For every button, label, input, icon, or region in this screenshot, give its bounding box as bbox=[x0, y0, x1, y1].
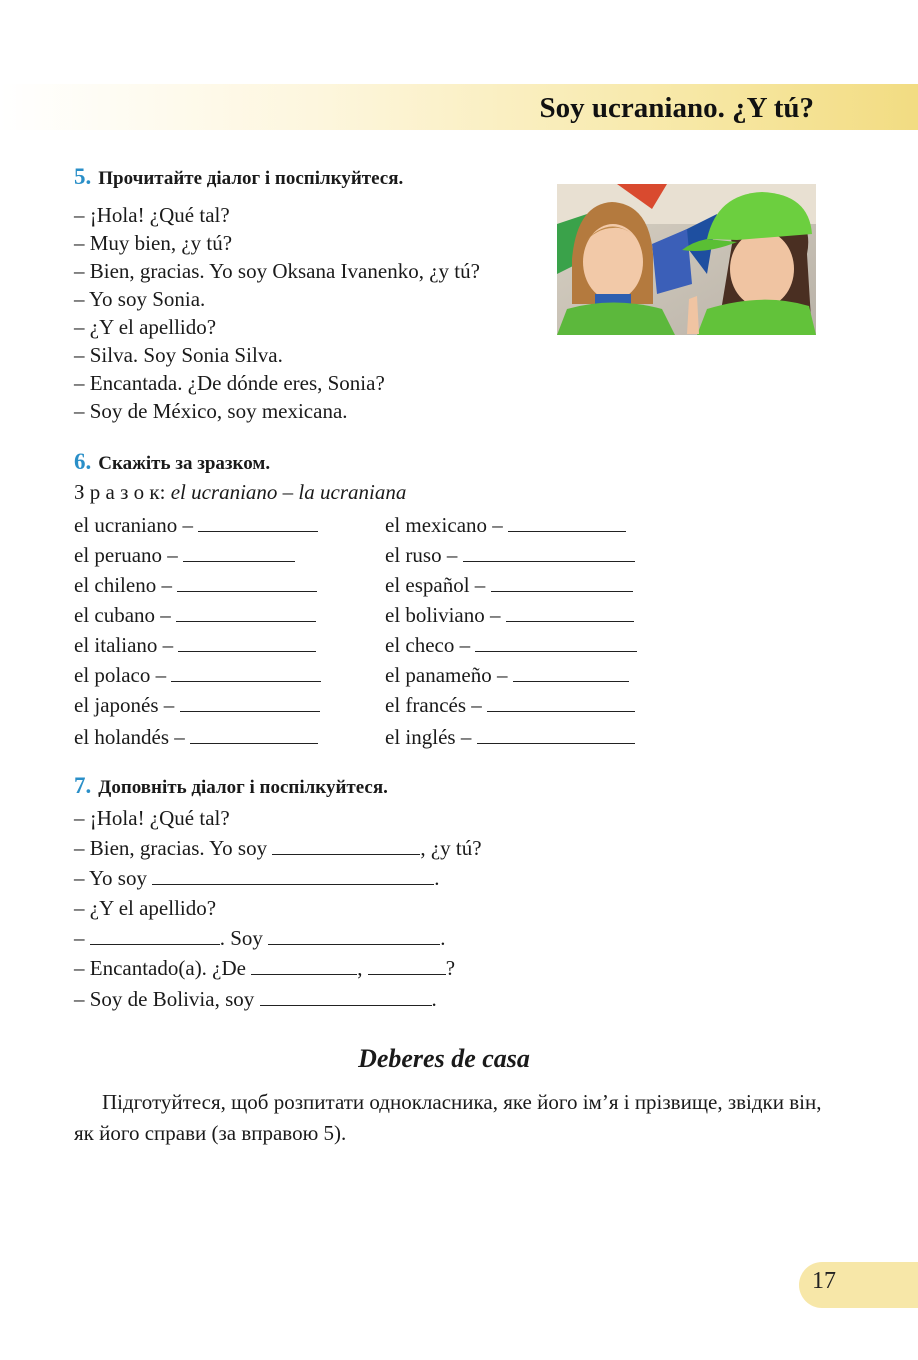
dialog-line: – Soy de México, soy mexicana. bbox=[74, 399, 348, 423]
blank-line[interactable] bbox=[183, 543, 295, 562]
blank-line[interactable] bbox=[90, 926, 220, 945]
nationality-item: el holandés – bbox=[74, 725, 318, 750]
blank-line[interactable] bbox=[368, 956, 446, 975]
blank-line[interactable] bbox=[171, 663, 321, 682]
blank-line[interactable] bbox=[268, 926, 440, 945]
blank-line[interactable] bbox=[508, 513, 626, 532]
dialog-line: – Encantado(a). ¿De , ? bbox=[74, 956, 456, 980]
blank-line[interactable] bbox=[176, 603, 316, 622]
blank-line[interactable] bbox=[190, 725, 318, 744]
exercise-instruction: Прочитайте діалог і поспілкуйтеся. bbox=[98, 168, 404, 189]
exercise-number: 7. bbox=[74, 773, 92, 798]
blank-line[interactable] bbox=[475, 633, 637, 652]
nationality-item: el cubano – bbox=[74, 603, 316, 628]
dialog-line: – ¡Hola! ¿Qué tal? bbox=[74, 806, 230, 830]
homework-title: Deberes de casa bbox=[358, 1044, 530, 1073]
page-number: 17 bbox=[812, 1268, 836, 1294]
nationality-item: el chileno – bbox=[74, 573, 317, 598]
nationality-item: el inglés – bbox=[385, 725, 635, 750]
exercise-5-heading bbox=[74, 164, 403, 190]
dialog-line: – Bien, gracias. Yo soy , ¿y tú? bbox=[74, 836, 482, 860]
nationality-item: el japonés – bbox=[74, 693, 320, 718]
exercise-number: 6. bbox=[74, 449, 92, 474]
dialog-line: – . Soy . bbox=[74, 926, 446, 950]
nationality-item: el francés – bbox=[385, 693, 635, 718]
nationality-item: el español – bbox=[385, 573, 633, 598]
exercise-instruction: Скажіть за зразком. bbox=[98, 453, 271, 474]
nationality-item: el polaco – bbox=[74, 663, 321, 688]
blank-line[interactable] bbox=[513, 663, 629, 682]
blank-line[interactable] bbox=[272, 836, 420, 855]
blank-line[interactable] bbox=[178, 633, 316, 652]
page-title: Soy ucraniano. ¿Y tú? bbox=[539, 92, 814, 124]
blank-line[interactable] bbox=[506, 603, 634, 622]
blank-line[interactable] bbox=[487, 693, 635, 712]
nationality-item: el boliviano – bbox=[385, 603, 634, 628]
example-label: З р а з о к: bbox=[74, 480, 166, 504]
blank-line[interactable] bbox=[463, 543, 635, 562]
exercise-7-heading bbox=[74, 773, 388, 799]
dialog-line: – Silva. Soy Sonia Silva. bbox=[74, 343, 283, 367]
dialog-line: – ¿Y el apellido? bbox=[74, 315, 217, 339]
nationality-item: el mexicano – bbox=[385, 513, 626, 538]
dialog-line: – ¡Hola! ¿Qué tal? bbox=[74, 203, 230, 227]
exercise-instruction: Доповніть діалог і поспілкуйтеся. bbox=[98, 777, 388, 798]
example-line bbox=[74, 480, 406, 505]
blank-line[interactable] bbox=[251, 956, 357, 975]
blank-line[interactable] bbox=[491, 573, 633, 592]
dialog-line: – Yo soy . bbox=[74, 866, 440, 890]
dialog-line: – Encantada. ¿De dónde eres, Sonia? bbox=[74, 371, 385, 395]
dialog-line: – Yo soy Sonia. bbox=[74, 287, 206, 311]
nationality-item: el checo – bbox=[385, 633, 637, 658]
blank-line[interactable] bbox=[477, 725, 635, 744]
dialog-line: – Soy de Bolivia, soy . bbox=[74, 987, 437, 1011]
exercise-number: 5. bbox=[74, 164, 92, 189]
dialog-line: – ¿Y el apellido? bbox=[74, 896, 217, 920]
photo-two-girls bbox=[557, 184, 816, 335]
blank-line[interactable] bbox=[152, 866, 434, 885]
nationality-item: el ruso – bbox=[385, 543, 635, 568]
dialog-line: – Muy bien, ¿y tú? bbox=[74, 231, 233, 255]
nationality-item: el peruano – bbox=[74, 543, 295, 568]
nationality-item: el ucraniano – bbox=[74, 513, 318, 538]
example-text: el ucraniano – la ucraniana bbox=[170, 480, 407, 504]
nationality-item: el italiano – bbox=[74, 633, 316, 658]
blank-line[interactable] bbox=[198, 513, 318, 532]
nationality-item: el panameño – bbox=[385, 663, 629, 688]
blank-line[interactable] bbox=[260, 987, 432, 1006]
blank-line[interactable] bbox=[180, 693, 320, 712]
homework-text: Підготуйтеся, щоб розпитати однокласника, яке його ім’я і прізвище, звідки він, як його справи (за вправою 5). bbox=[74, 1090, 822, 1145]
dialog-line: – Bien, gracias. Yo soy Oksana Ivanenko, ¿y tú? bbox=[74, 259, 480, 283]
blank-line[interactable] bbox=[177, 573, 317, 592]
exercise-6-heading bbox=[74, 449, 270, 475]
